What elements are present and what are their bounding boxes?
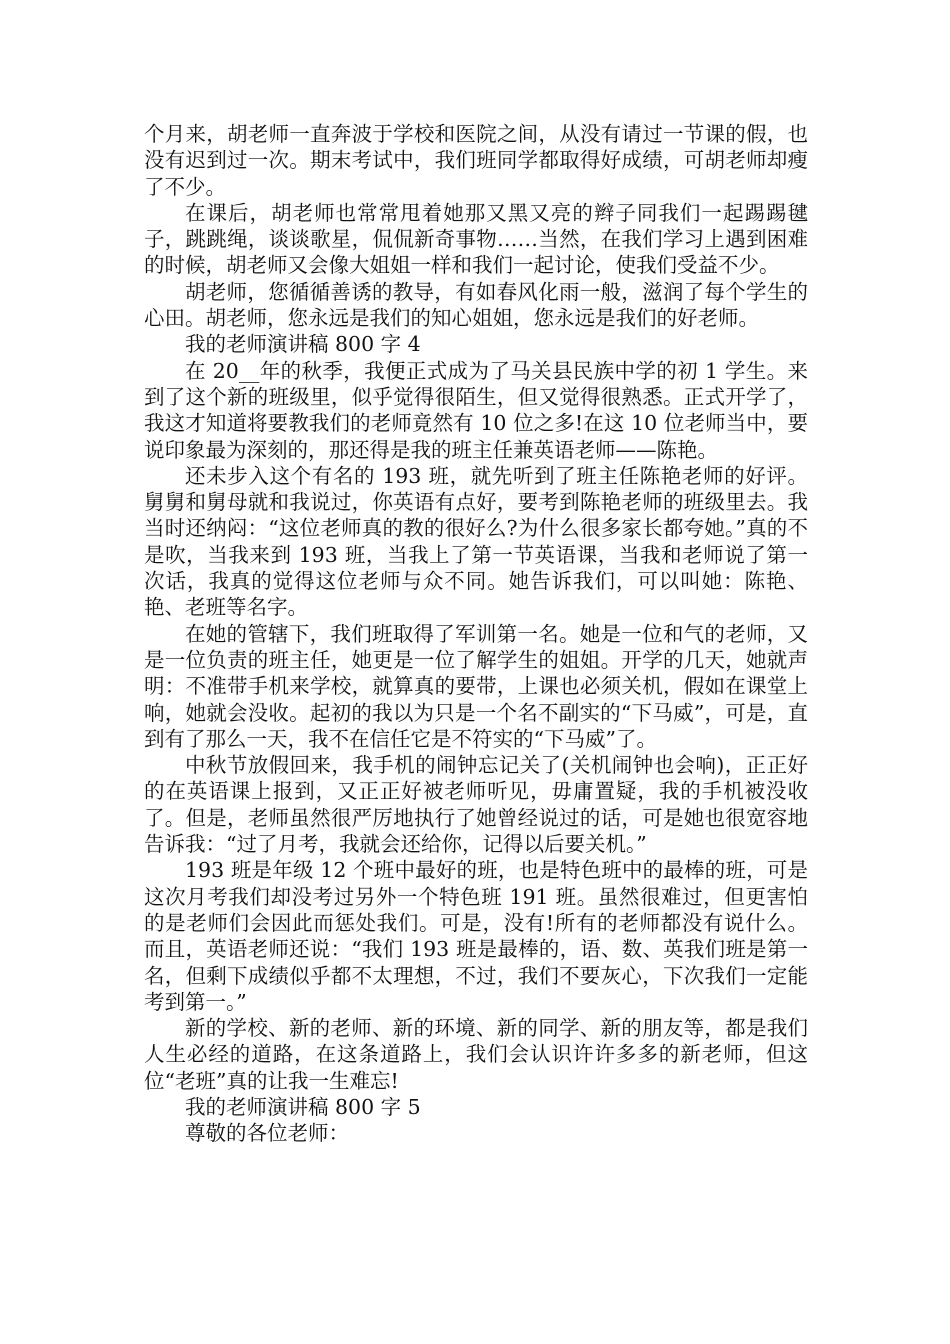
paragraph: 在她的管辖下，我们班取得了军训第一名。她是一位和气的老师，又是一位负责的班主任，她更是一位了解学生的姐姐。开学的几天，她就声明：不准带手机来学校，就算真的要带，上课也必须关机，假如在课堂上响，她就会没收。起初的我以为只是一个名不副实的“下马威”，可是，直到有了那么一天，我不在信任它是不符实的“下马威”了。	[144, 621, 808, 751]
salutation: 尊敬的各位老师：	[185, 1121, 349, 1146]
section-heading: 我的老师演讲稿 800 字 5	[185, 1094, 421, 1119]
paragraph-continued: 个月来，胡老师一直奔波于学校和医院之间，从没有请过一节课的假，也没有迟到过一次。期末考试中，我们班同学都取得好成绩，可胡老师却瘦了不少。	[144, 122, 808, 199]
paragraph: 193 班是年级 12 个班中最好的班，也是特色班中的最棒的班，可是这次月考我们却没考过另外一个特色班 191 班。虽然很难过，但更害怕的是老师们会因此而惩处我们。可是，没有!所有的老师都没有说什么。而且，英语老师还说：“我们 193 班是最棒的，语、数、英我们班是第一名，但剩下成绩似乎都不太理想，不过，我们不要灰心，下次我们一定能考到第一。”	[144, 858, 808, 1014]
paragraph: 中秋节放假回来，我手机的闹钟忘记关了(关机闹钟也会响)，正正好的在英语课上报到，又正正好被老师听见，毋庸置疑，我的手机被没收了。但是，老师虽然很严厉地执行了她曾经说过的话，可是她也很宽容地告诉我：“过了月考，我就会还给你，记得以后要关机。”	[144, 753, 808, 857]
section-heading: 我的老师演讲稿 800 字 4	[185, 332, 421, 357]
paragraph: 胡老师，您循循善诱的教导，有如春风化雨一般，滋润了每个学生的心田。胡老师，您永远是我们的知心姐姐，您永远是我们的好老师。	[144, 279, 808, 331]
paragraph: 还未步入这个有名的 193 班，就先听到了班主任陈艳老师的好评。舅舅和舅母就和我说过，你英语有点好，要考到陈艳老师的班级里去。我当时还纳闷：“这位老师真的教的很好么?为什么很多家长都夸她。”真的不是吹，当我来到 193 班，当我上了第一节英语课，当我和老师说了第一次话，我真的觉得这位老师与众不同。她告诉我们，可以叫她：陈艳、艳、老班等名字。	[144, 463, 808, 620]
paragraph: 新的学校、新的老师、新的环境、新的同学、新的朋友等，都是我们人生必经的道路，在这条道路上，我们会认识许许多多的新老师，但这位“老班”真的让我一生难忘!	[144, 1016, 808, 1093]
document-body	[144, 121, 808, 1147]
paragraph: 在课后，胡老师也常常甩着她那又黑又亮的辫子同我们一起踢踢毽子，跳跳绳，谈谈歌星，侃侃新奇事物……当然，在我们学习上遇到困难的时候，胡老师又会像大姐姐一样和我们一起讨论，使我们受益不少。	[144, 200, 808, 278]
paragraph: 在 20__年的秋季，我便正式成为了马关县民族中学的初 1 学生。来到了这个新的班级里，似乎觉得很陌生，但又觉得很熟悉。正式开学了，我这才知道将要教我们的老师竟然有 10 位之多!在这 10 位老师当中，要说印象最为深刻的，那还得是我的班主任兼英语老师——陈艳。	[144, 358, 808, 462]
